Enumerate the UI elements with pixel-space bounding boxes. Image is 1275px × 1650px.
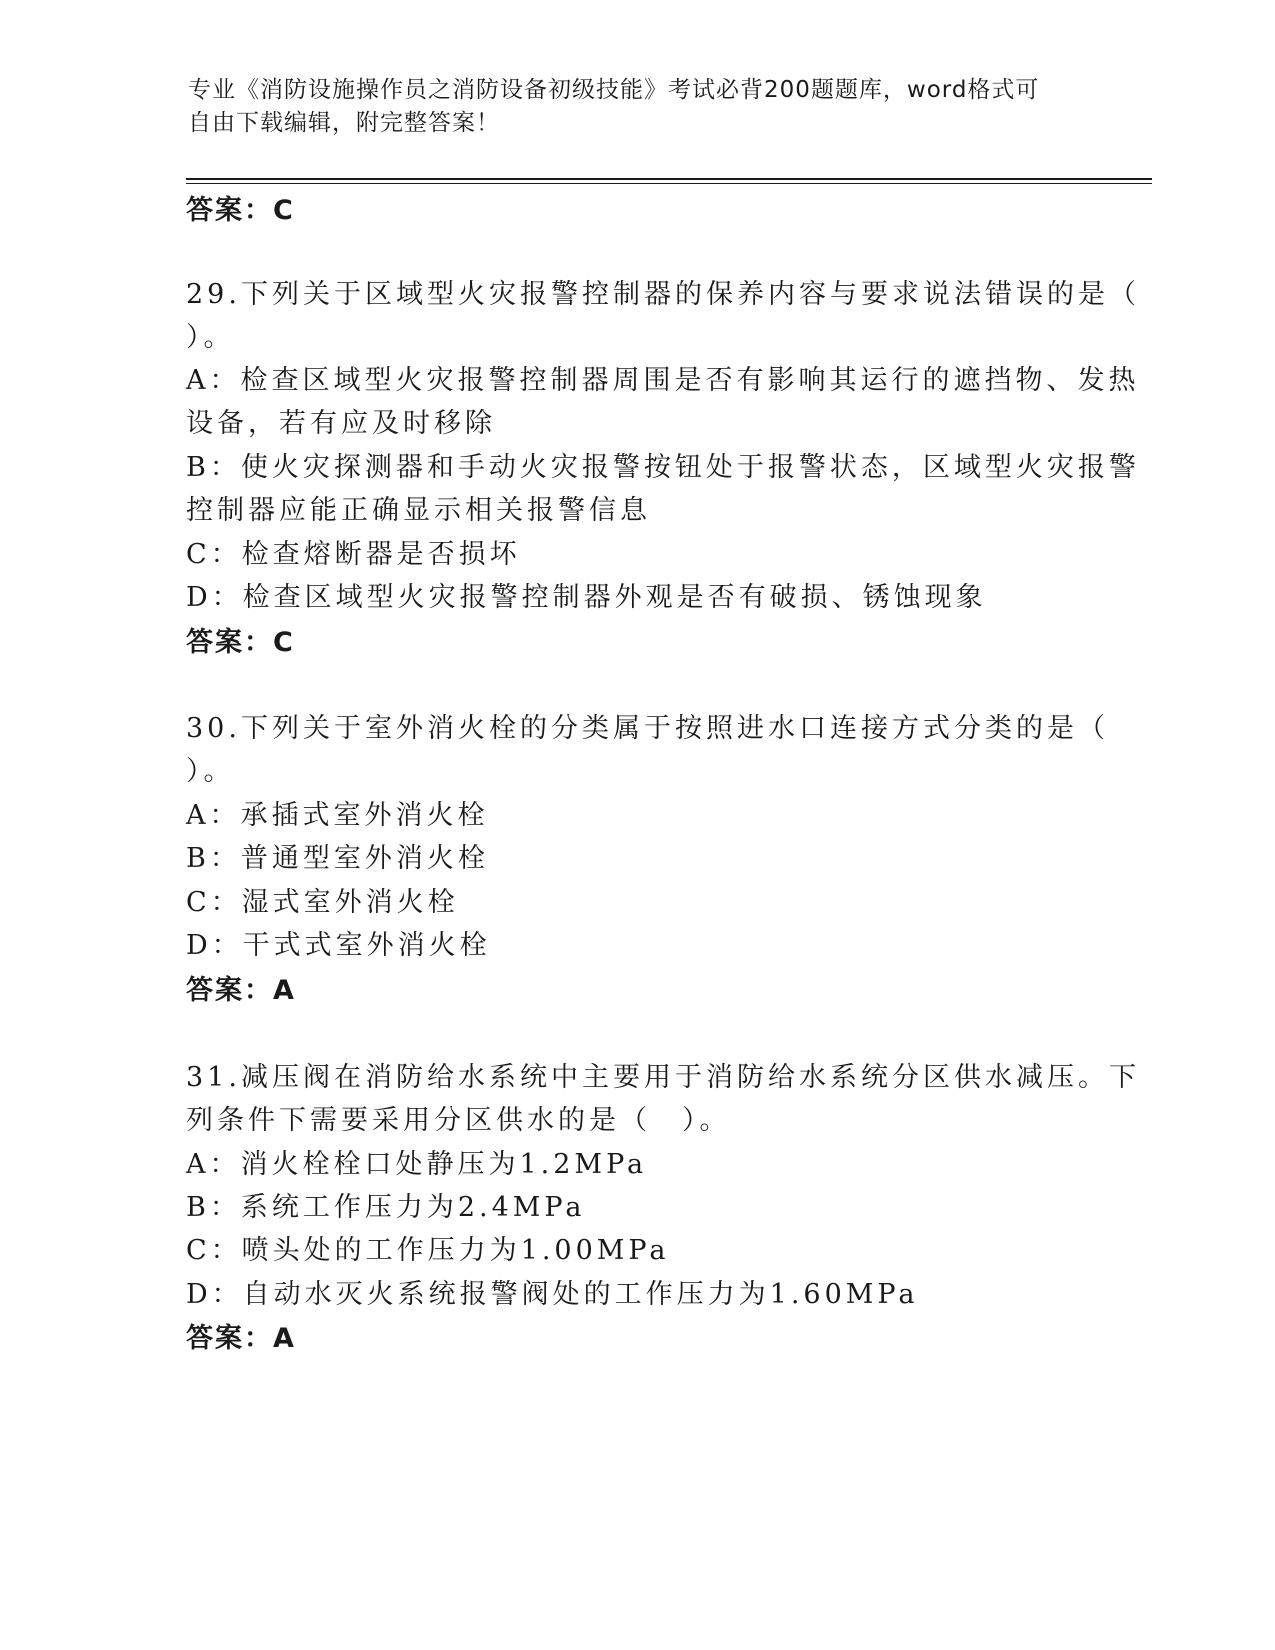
question-29-answer: 答案：C	[186, 627, 295, 658]
question-31-option-c: C：喷头处的工作压力为1.00MPa	[186, 1235, 670, 1266]
question-31-option-a: A：消火栓栓口处静压为1.2MPa	[186, 1149, 648, 1180]
page-header	[188, 74, 1088, 140]
question-29-stem-line-1: 29.下列关于区域型火灾报警控制器的保养内容与要求说法错误的是（	[186, 279, 1140, 310]
question-30-option-a: A：承插式室外消火栓	[186, 800, 489, 831]
answer-previous: 答案：C	[186, 195, 295, 226]
question-29-option-b-line-1: B：使火灾探测器和手动火灾报警按钮处于报警状态，区域型火灾报警	[186, 452, 1140, 483]
question-30-stem-line-1: 30.下列关于室外消火栓的分类属于按照进水口连接方式分类的是（	[186, 713, 1109, 744]
question-29-option-b-line-2: 控制器应能正确显示相关报警信息	[186, 495, 651, 526]
question-31-option-d: D：自动水灭火系统报警阀处的工作压力为1.60MPa	[186, 1279, 919, 1310]
header-line-2: 自由下载编辑，附完整答案！	[188, 110, 500, 136]
header-rule-thick	[186, 178, 1152, 180]
question-30-answer: 答案：A	[186, 975, 296, 1006]
header-rule-thin	[186, 183, 1152, 184]
question-29-option-a-line-1: A：检查区域型火灾报警控制器周围是否有影响其运行的遮挡物、发热	[186, 365, 1140, 396]
question-30-option-c: C：湿式室外消火栓	[186, 887, 459, 918]
question-31-stem-line-1: 31.减压阀在消防给水系统中主要用于消防给水系统分区供水减压。下	[186, 1062, 1140, 1093]
question-29-stem-line-2: ）。	[186, 322, 235, 353]
question-30-stem-line-2: ）。	[186, 756, 235, 787]
question-31-answer: 答案：A	[186, 1323, 296, 1354]
question-30-option-d: D：干式式室外消火栓	[186, 930, 491, 961]
header-line-1: 专业《消防设施操作员之消防设备初级技能》考试必背200题题库，word格式可	[188, 77, 1040, 103]
question-31-option-b: B：系统工作压力为2.4MPa	[186, 1192, 586, 1223]
question-29-option-c: C：检查熔断器是否损坏	[186, 539, 521, 570]
question-29-option-d: D：检查区域型火灾报警控制器外观是否有破损、锈蚀现象	[186, 582, 987, 613]
question-29-option-a-line-2: 设备，若有应及时移除	[186, 408, 496, 439]
question-30-option-b: B：普通型室外消火栓	[186, 843, 489, 874]
question-31-stem-line-2: 列条件下需要采用分区供水的是（ ）。	[186, 1105, 731, 1136]
